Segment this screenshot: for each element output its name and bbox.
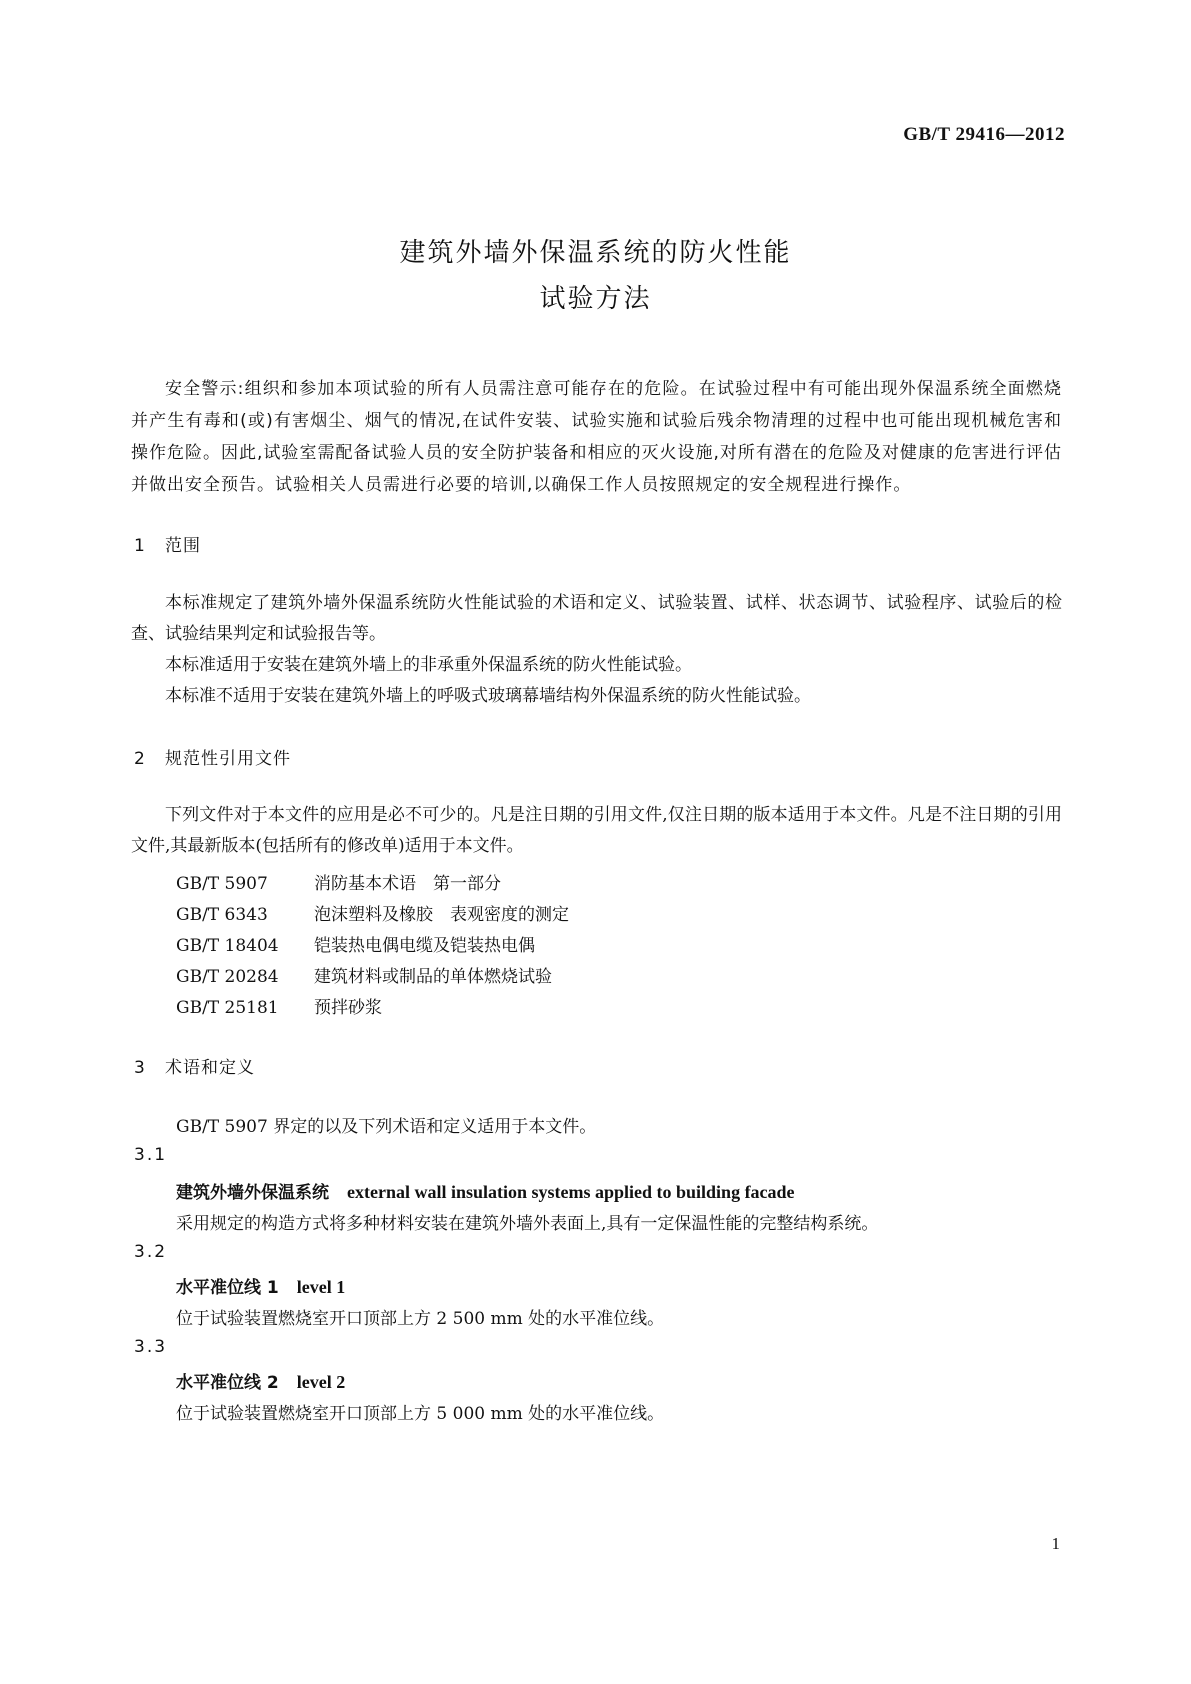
reference-item bbox=[176, 993, 382, 1018]
reference-code: GB/T 25181 bbox=[176, 998, 279, 1018]
section-2-intro bbox=[131, 800, 1062, 862]
paragraph: 本标准不适用于安装在建筑外墙上的呼吸式玻璃幕墙结构外保温系统的防火性能试验。 bbox=[165, 686, 811, 706]
reference-title: 建筑材料或制品的单体燃烧试验 bbox=[314, 967, 552, 987]
section-2-heading bbox=[134, 744, 291, 769]
term-en: level 1 bbox=[296, 1277, 346, 1297]
term-cn: 水平准位线 2 bbox=[176, 1373, 279, 1393]
reference-code: GB/T 18404 bbox=[176, 936, 279, 956]
term-en: external wall insulation systems applied to building facade bbox=[347, 1182, 795, 1202]
reference-code: GB/T 6343 bbox=[176, 905, 268, 925]
term-cn: 建筑外墙外保温系统 bbox=[176, 1183, 329, 1203]
term-en: level 2 bbox=[296, 1372, 346, 1392]
term-heading bbox=[176, 1178, 795, 1203]
section-number: 3 bbox=[134, 1058, 146, 1078]
section-title: 范围 bbox=[165, 536, 201, 556]
standard-code: GB/T 29416—2012 bbox=[903, 124, 1065, 145]
reference-title: 预拌砂浆 bbox=[314, 998, 382, 1018]
section-1-heading bbox=[134, 531, 201, 556]
section-number: 2 bbox=[134, 749, 146, 769]
section-number: 1 bbox=[134, 536, 146, 556]
term-number: 3.3 bbox=[134, 1337, 168, 1357]
section-3-heading bbox=[134, 1053, 255, 1078]
reference-code: GB/T 20284 bbox=[176, 967, 279, 987]
paragraph: 本标准适用于安装在建筑外墙上的非承重外保温系统的防火性能试验。 bbox=[165, 655, 692, 675]
section-3-intro: GB/T 5907 界定的以及下列术语和定义适用于本文件。 bbox=[176, 1117, 597, 1137]
reference-title: 消防基本术语 第一部分 bbox=[314, 874, 501, 894]
section-title: 规范性引用文件 bbox=[165, 749, 291, 769]
section-title: 术语和定义 bbox=[165, 1058, 255, 1078]
document-title-line1: 建筑外墙外保温系统的防火性能 bbox=[399, 238, 792, 268]
reference-item bbox=[176, 900, 569, 925]
term-definition: 采用规定的构造方式将多种材料安装在建筑外墙外表面上,具有一定保温性能的完整结构系统。 bbox=[176, 1214, 879, 1234]
term-cn: 水平准位线 1 bbox=[176, 1278, 279, 1298]
term-definition: 位于试验装置燃烧室开口顶部上方 2 500 mm 处的水平准位线。 bbox=[176, 1309, 665, 1329]
safety-warning-text: 安全警示:组织和参加本项试验的所有人员需注意可能存在的危险。在试验过程中有可能出现外保温系统全面燃烧并产生有毒和(或)有害烟尘、烟气的情况,在试件安装、试验实施和试验后残余物清理的过程中也可能出现机械危害和操作危险。因此,试验室需配备试验人员的安全防护装备和相应的灭火设施,对所有潜在的危险及对健康的危害进行评估并做出安全预告。试验相关人员需进行必要的培训,以确保工作人员按照规定的安全规程进行操作。 bbox=[131, 379, 1062, 495]
reference-item bbox=[176, 931, 535, 956]
reference-item bbox=[176, 869, 501, 894]
paragraph: 下列文件对于本文件的应用是必不可少的。凡是注日期的引用文件,仅注日期的版本适用于本文件。凡是不注日期的引用文件,其最新版本(包括所有的修改单)适用于本文件。 bbox=[131, 805, 1062, 856]
reference-title: 泡沫塑料及橡胶 表观密度的测定 bbox=[314, 905, 569, 925]
term-number: 3.1 bbox=[134, 1145, 168, 1165]
term-definition: 位于试验装置燃烧室开口顶部上方 5 000 mm 处的水平准位线。 bbox=[176, 1404, 665, 1424]
term-number: 3.2 bbox=[134, 1242, 168, 1262]
page-number: 1 bbox=[1051, 1534, 1060, 1553]
document-title-line2: 试验方法 bbox=[539, 284, 652, 314]
term-heading bbox=[176, 1273, 345, 1298]
reference-item bbox=[176, 962, 552, 987]
reference-code: GB/T 5907 bbox=[176, 874, 268, 894]
paragraph: 本标准规定了建筑外墙外保温系统防火性能试验的术语和定义、试验装置、试样、状态调节、试验程序、试验后的检查、试验结果判定和试验报告等。 bbox=[131, 593, 1062, 644]
safety-warning bbox=[131, 373, 1062, 501]
section-1-body bbox=[131, 588, 1062, 712]
term-heading bbox=[176, 1368, 345, 1393]
reference-title: 铠装热电偶电缆及铠装热电偶 bbox=[314, 936, 535, 956]
